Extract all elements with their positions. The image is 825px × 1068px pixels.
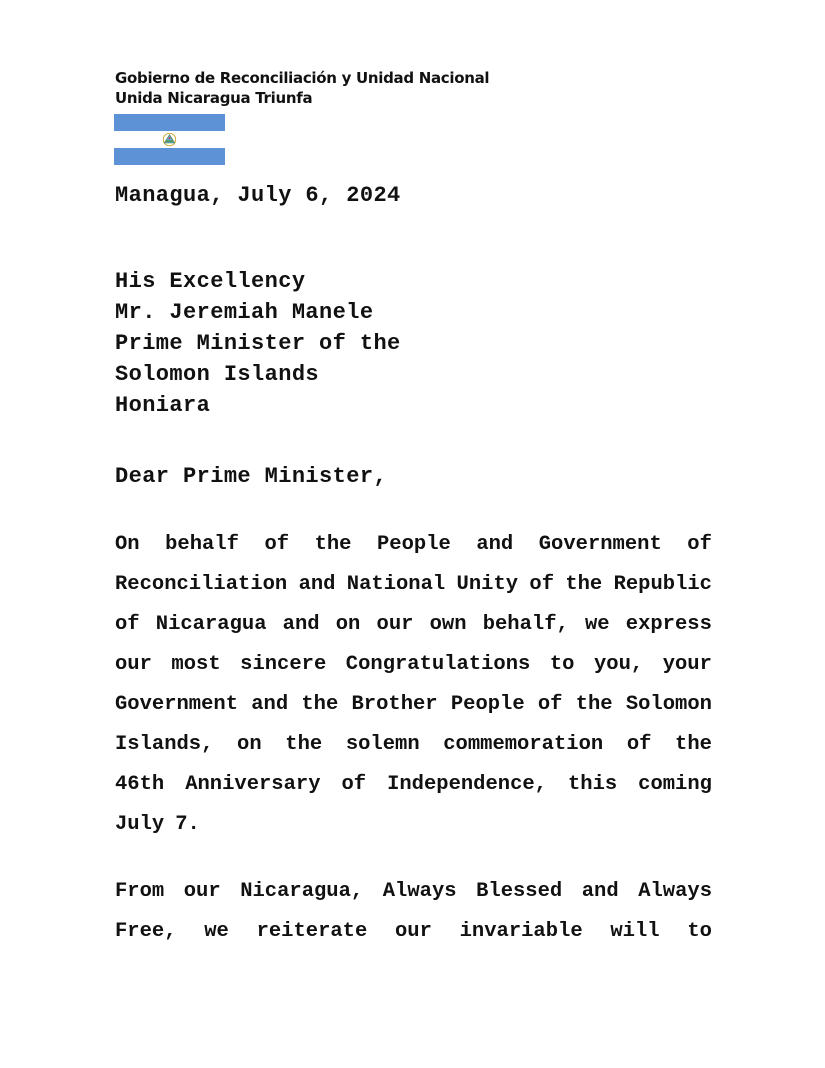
body-word: the bbox=[575, 693, 613, 716]
body-word: and bbox=[282, 613, 320, 636]
body-word: own bbox=[429, 613, 467, 636]
body-word: July bbox=[115, 813, 165, 836]
body-word: Solomon bbox=[625, 693, 712, 716]
body-line bbox=[115, 685, 712, 725]
body-paragraph-1 bbox=[115, 525, 712, 845]
recipient-line: Prime Minister of the bbox=[115, 331, 401, 356]
body-word: sincere bbox=[240, 653, 327, 676]
body-word: Anniversary bbox=[185, 773, 321, 796]
recipient-address bbox=[115, 266, 401, 421]
body-word: invariable bbox=[459, 920, 583, 943]
body-word: Government bbox=[115, 693, 239, 716]
body-word: solemn bbox=[345, 733, 420, 756]
body-line bbox=[115, 725, 712, 765]
recipient-line: Mr. Jeremiah Manele bbox=[115, 300, 374, 325]
body-word: National bbox=[346, 573, 446, 596]
body-word: of bbox=[537, 693, 563, 716]
body-word: Nicaragua bbox=[155, 613, 267, 636]
body-word: 46th bbox=[115, 773, 165, 796]
body-word: Always bbox=[382, 880, 457, 903]
body-line bbox=[115, 872, 712, 912]
body-word: of bbox=[529, 573, 554, 596]
body-line bbox=[115, 605, 712, 645]
body-word: of bbox=[341, 773, 367, 796]
body-word: of bbox=[264, 533, 290, 556]
body-word: coming bbox=[638, 773, 712, 796]
body-word: and bbox=[581, 880, 619, 903]
body-word: the bbox=[314, 533, 352, 556]
salutation: Dear Prime Minister, bbox=[115, 464, 388, 489]
body-word: most bbox=[171, 653, 221, 676]
body-line bbox=[115, 525, 712, 565]
body-word: to bbox=[549, 653, 575, 676]
body-word: we bbox=[204, 920, 229, 943]
body-word: of bbox=[115, 613, 140, 636]
body-word: we bbox=[584, 613, 610, 636]
body-line bbox=[115, 565, 712, 605]
body-word: behalf, bbox=[482, 613, 569, 636]
body-word: this bbox=[567, 773, 618, 796]
body-paragraph-2 bbox=[115, 872, 712, 952]
body-word: of bbox=[626, 733, 652, 756]
recipient-line: His Excellency bbox=[115, 269, 306, 294]
body-word: 7. bbox=[175, 813, 200, 836]
recipient-line: Solomon Islands bbox=[115, 362, 320, 387]
body-word: the bbox=[675, 733, 712, 756]
body-word: to bbox=[687, 920, 712, 943]
body-line bbox=[115, 765, 712, 805]
body-word: Islands, bbox=[115, 733, 214, 756]
body-word: on bbox=[237, 733, 262, 756]
letterhead-government-name: Gobierno de Reconciliación y Unidad Nacional bbox=[115, 69, 490, 87]
body-word: on bbox=[335, 613, 361, 636]
body-word: commemoration bbox=[443, 733, 604, 756]
body-word: your bbox=[662, 653, 712, 676]
body-word: From bbox=[115, 880, 165, 903]
body-word: you, bbox=[593, 653, 644, 676]
body-word: and bbox=[298, 573, 336, 596]
body-word: Always bbox=[638, 880, 712, 903]
body-word: People bbox=[450, 693, 525, 716]
nicaragua-flag-icon bbox=[114, 114, 225, 165]
body-word: the bbox=[285, 733, 323, 756]
letterhead-slogan: Unida Nicaragua Triunfa bbox=[115, 89, 313, 107]
body-word: Free, bbox=[115, 920, 177, 943]
body-word: Nicaragua, bbox=[240, 880, 364, 903]
body-line bbox=[115, 805, 712, 845]
body-word: our bbox=[376, 613, 414, 636]
body-word: our bbox=[183, 880, 221, 903]
body-word: and bbox=[251, 693, 289, 716]
body-word: Republic bbox=[613, 573, 712, 596]
body-word: reiterate bbox=[256, 920, 368, 943]
body-word: our bbox=[395, 920, 432, 943]
body-word: and bbox=[476, 533, 514, 556]
flag-bottom-stripe bbox=[114, 148, 225, 165]
letter-date: Managua, July 6, 2024 bbox=[115, 183, 401, 208]
body-line bbox=[115, 645, 712, 685]
body-word: of bbox=[687, 533, 712, 556]
body-line bbox=[115, 912, 712, 952]
body-word: Independence, bbox=[387, 773, 547, 796]
body-word: our bbox=[115, 653, 152, 676]
body-word: Reconciliation bbox=[115, 573, 288, 596]
body-word: Brother bbox=[351, 693, 438, 716]
body-word: behalf bbox=[165, 533, 239, 556]
flag-top-stripe bbox=[114, 114, 225, 131]
body-word: the bbox=[301, 693, 339, 716]
body-word: Unity bbox=[456, 573, 519, 596]
body-word: Blessed bbox=[476, 880, 563, 903]
body-word: Government bbox=[538, 533, 662, 556]
body-word: will bbox=[610, 920, 660, 943]
body-word: On bbox=[115, 533, 140, 556]
body-word: the bbox=[565, 573, 603, 596]
body-word: express bbox=[625, 613, 712, 636]
letterhead bbox=[115, 68, 489, 108]
body-word: Congratulations bbox=[345, 653, 531, 676]
recipient-line: Honiara bbox=[115, 393, 211, 418]
body-word: People bbox=[377, 533, 451, 556]
